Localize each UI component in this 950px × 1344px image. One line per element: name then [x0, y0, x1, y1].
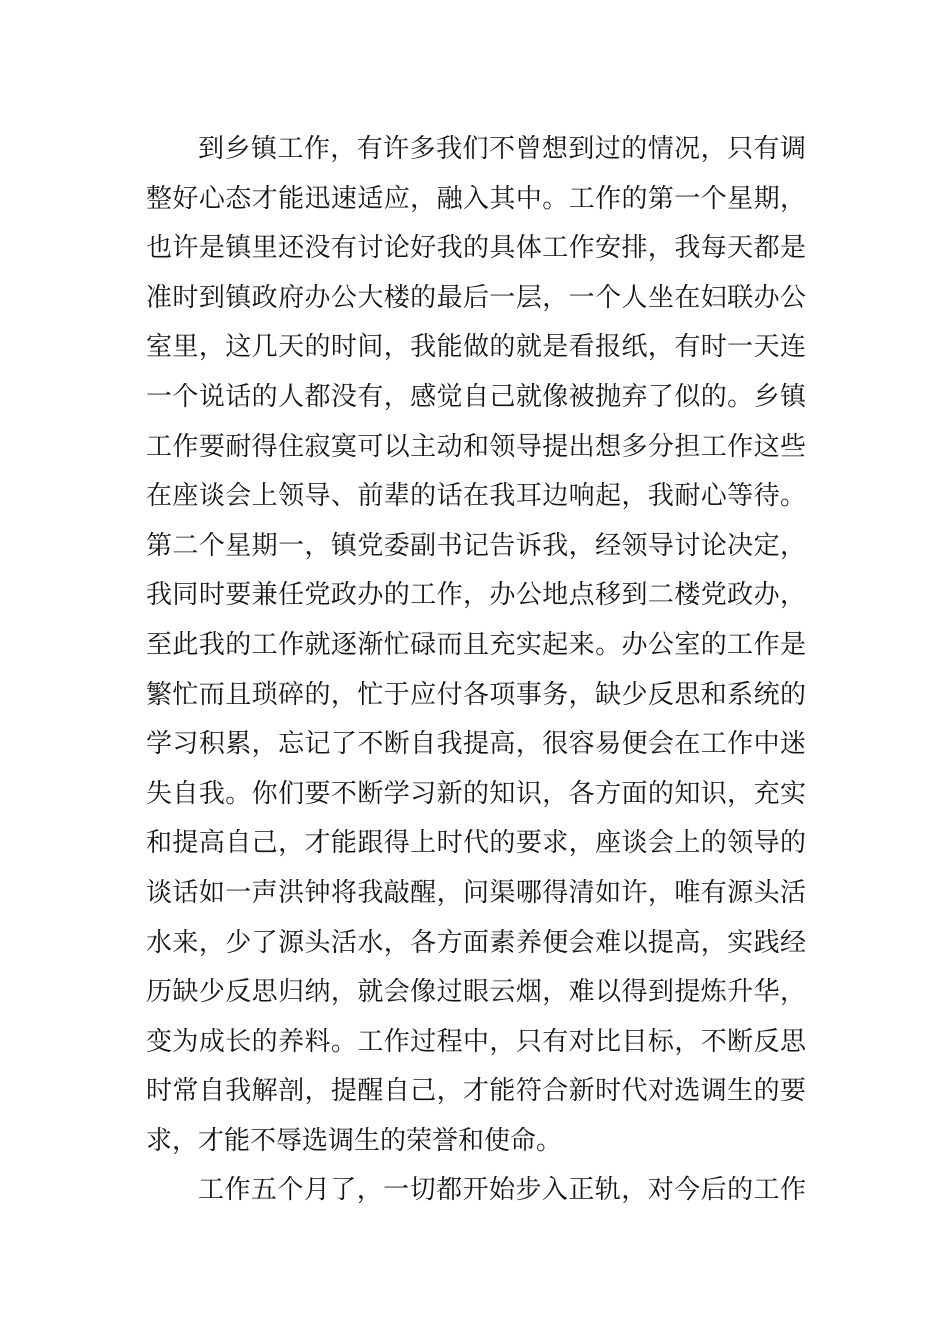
- text-line-19: 变为成长的养料。工作过程中，只有对比目标，不断反思: [146, 1026, 806, 1057]
- text-line-12: 繁忙而且琐碎的，忙于应付各项事务，缺少反思和系统的: [146, 679, 806, 710]
- text-line-10: 我同时要兼任党政办的工作，办公地点移到二楼党政办，: [146, 580, 806, 611]
- text-line-13: 学习积累，忘记了不断自我提高，很容易便会在工作中迷: [146, 729, 806, 760]
- text-line-4: 准时到镇政府办公大楼的最后一层，一个人坐在妇联办公: [146, 282, 806, 313]
- text-line-16: 谈话如一声洪钟将我敲醒，问渠哪得清如许，唯有源头活: [146, 877, 806, 908]
- text-line-14: 失自我。你们要不断学习新的知识，各方面的知识，充实: [146, 778, 806, 809]
- text-line-2: 整好心态才能迅速适应，融入其中。工作的第一个星期，: [146, 183, 806, 214]
- text-line-5: 室里，这几天的时间，我能做的就是看报纸，有时一天连: [146, 332, 806, 363]
- text-line-9: 第二个星期一，镇党委副书记告诉我，经领导讨论决定，: [146, 530, 806, 561]
- text-line-3: 也许是镇里还没有讨论好我的具体工作安排，我每天都是: [146, 233, 806, 264]
- text-line-18: 历缺少反思归纳，就会像过眼云烟，难以得到提炼升华，: [146, 977, 806, 1008]
- text-line-6: 一个说话的人都没有，感觉自己就像被抛弃了似的。乡镇: [146, 381, 806, 412]
- body-text: [146, 125, 806, 1216]
- text-line-8: 在座谈会上领导、前辈的话在我耳边响起，我耐心等待。: [146, 481, 806, 512]
- text-line-1: 到乡镇工作，有许多我们不曾想到过的情况，只有调: [198, 134, 806, 164]
- text-line-21: 求，才能不辱选调生的荣誉和使命。: [146, 1125, 563, 1156]
- text-line-20: 时常自我解剖，提醒自己，才能符合新时代对选调生的要: [146, 1076, 806, 1107]
- text-line-15: 和提高自己，才能跟得上时代的要求，座谈会上的领导的: [146, 828, 806, 859]
- text-line-17: 水来，少了源头活水，各方面素养便会难以提高，实践经: [146, 927, 806, 958]
- text-line-11: 至此我的工作就逐渐忙碌而且充实起来。办公室的工作是: [146, 629, 806, 660]
- text-line-7: 工作要耐得住寂寞可以主动和领导提出想多分担工作这些: [146, 431, 806, 462]
- text-line-22: 工作五个月了，一切都开始步入正轨，对今后的工作: [198, 1175, 806, 1206]
